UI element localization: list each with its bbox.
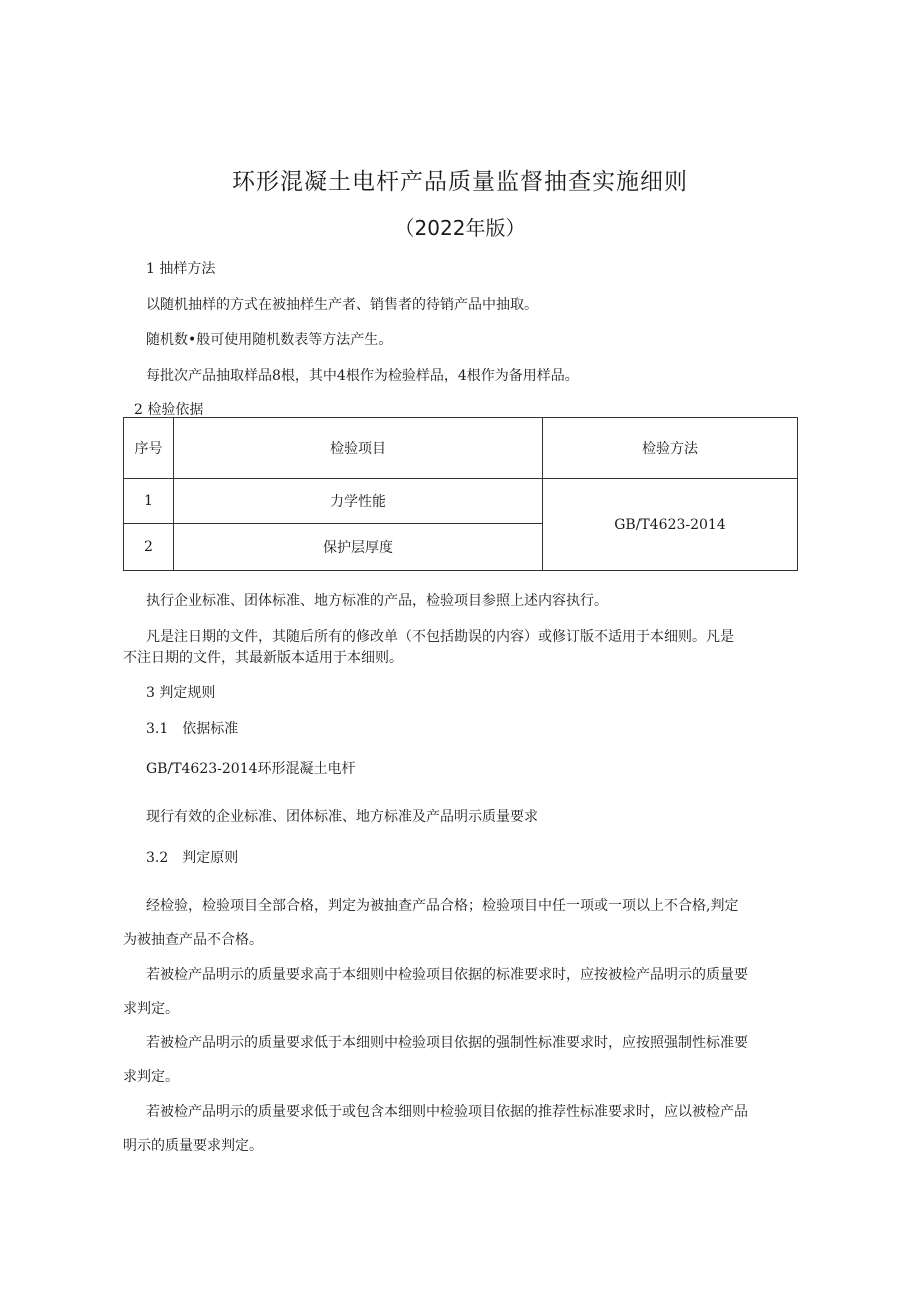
- section1-heading: 1 抽样方法: [146, 261, 216, 277]
- table-header-no: 序号: [124, 418, 174, 479]
- document-subtitle: （2022年版）: [394, 216, 526, 240]
- section2-paragraph-2-line-2: 不注日期的文件，其最新版本适用于本细则。: [123, 650, 403, 666]
- rule-3-line-2: 求判定。: [123, 1069, 179, 1085]
- table-header-row: [124, 418, 798, 479]
- section3-2-heading: 3.2 判定原则: [146, 850, 239, 866]
- table-row: [124, 479, 798, 524]
- section1-paragraph-3: 每批次产品抽取样品8根，其中4根作为检验样品，4根作为备用样品。: [146, 368, 579, 384]
- rule-2-line-1: 若被检产品明示的质量要求高于本细则中检验项目依据的标准要求时，应按被检产品明示的质量要: [146, 967, 748, 983]
- section1-paragraph-1: 以随机抽样的方式在被抽样生产者、销售者的待销产品中抽取。: [146, 297, 538, 313]
- table-header-method: 检验方法: [543, 418, 798, 479]
- rule-1-line-1: 经检验，检验项目全部合格，判定为被抽查产品合格；检验项目中任一项或一项以上不合格,判定: [146, 898, 739, 914]
- table-cell-method: GB/T4623-2014: [543, 479, 798, 571]
- section3-1-heading: 3.1 依据标准: [146, 721, 239, 737]
- section3-1-standard: GB/T4623-2014环形混凝土电杆: [146, 761, 356, 777]
- section3-1-requirements: 现行有效的企业标准、团体标准、地方标准及产品明示质量要求: [146, 809, 538, 825]
- rule-4-line-2: 明示的质量要求判定。: [123, 1138, 263, 1154]
- section2-paragraph-2-line-1: 凡是注日期的文件，其随后所有的修改单（不包括勘误的内容）或修订版不适用于本细则。凡是: [146, 629, 734, 645]
- document-title: 环形混凝土电杆产品质量监督抽查实施细则: [232, 169, 688, 195]
- section2-heading: 2 检验依据: [134, 402, 204, 418]
- rule-1-line-2: 为被抽查产品不合格。: [123, 932, 263, 948]
- rule-2-line-2: 求判定。: [123, 1001, 179, 1017]
- table-header-item: 检验项目: [174, 418, 543, 479]
- section1-paragraph-2: 随机数•般可使用随机数表等方法产生。: [146, 332, 393, 348]
- inspection-basis-table: [123, 417, 798, 571]
- table-cell-item: 力学性能: [174, 479, 543, 524]
- table-cell-no: 1: [124, 479, 174, 524]
- section2-paragraph-1: 执行企业标准、团体标准、地方标准的产品，检验项目参照上述内容执行。: [146, 593, 608, 609]
- rule-3-line-1: 若被检产品明示的质量要求低于本细则中检验项目依据的强制性标准要求时，应按照强制性标准要: [146, 1035, 748, 1051]
- table-cell-no: 2: [124, 524, 174, 571]
- table-cell-item: 保护层厚度: [174, 524, 543, 571]
- rule-4-line-1: 若被检产品明示的质量要求低于或包含本细则中检验项目依据的推荐性标准要求时，应以被检产品: [146, 1104, 748, 1120]
- section3-heading: 3 判定规则: [146, 685, 216, 701]
